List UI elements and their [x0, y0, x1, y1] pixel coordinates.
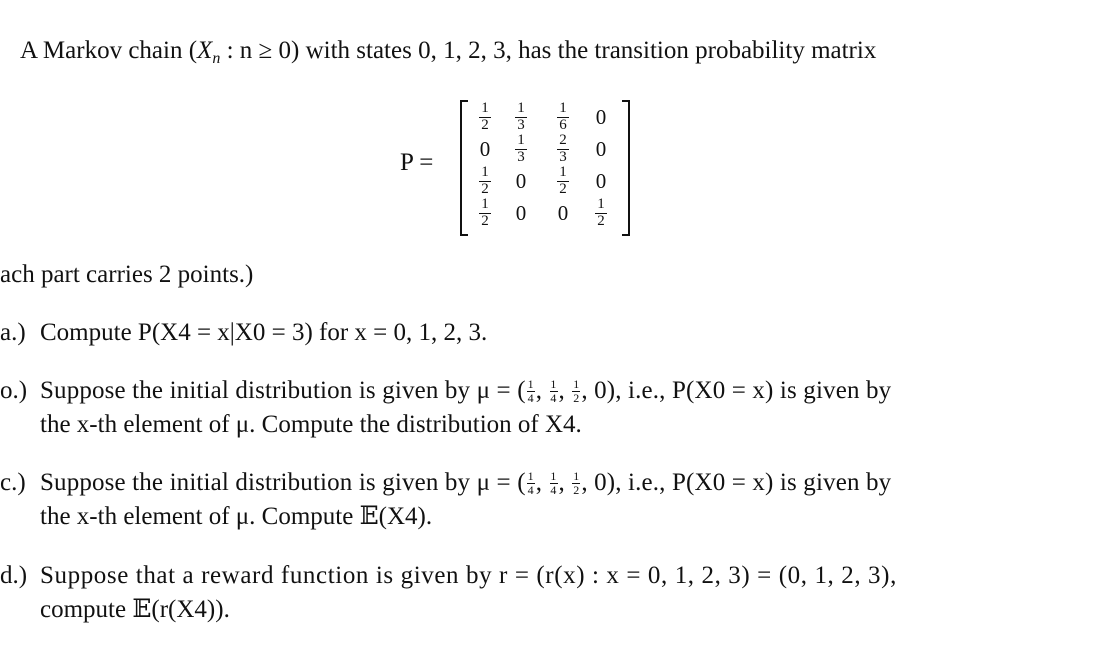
matrix-cell-r3-c1: 0 [515, 201, 527, 225]
matrix-cell-r1-c0: 0 [479, 137, 491, 161]
part-d-marker: d.) [0, 562, 28, 589]
matrix-fraction: $\frac{1}{2}$ [478, 196, 492, 230]
part-d [0, 561, 897, 591]
matrix-cell-r0-c1 [504, 100, 538, 134]
mu-frac-b-2: $\frac{1}{2}$ [573, 377, 580, 405]
part-c-marker: c.) [0, 469, 26, 496]
mu-frac-c-1: $\frac{1}{4}$ [550, 469, 557, 497]
matrix-right-bracket [622, 100, 630, 236]
matrix-fraction: $\frac{1}{3}$ [514, 100, 528, 134]
part-a-marker: a.) [0, 319, 26, 346]
part-c-tail: , 0), i.e., P(X0 = x) is given by [581, 469, 892, 496]
matrix-cell-r3-c0 [468, 196, 502, 230]
matrix-cell-r2-c3: 0 [595, 169, 607, 193]
part-c [0, 468, 892, 498]
intro-line [20, 36, 876, 66]
intro-lead: A Markov chain ( [20, 37, 198, 64]
part-d-line1: Suppose that a reward function is given by r = (r(x) : x = 0, 1, 2, 3) = (0, 1, 2, 3), [40, 562, 897, 589]
mu-frac-c-0: $\frac{1}{4}$ [527, 469, 534, 497]
mu-frac-c-2: $\frac{1}{2}$ [573, 469, 580, 497]
part-b-line1: Suppose the initial distribution is given by μ = ( $\frac{1}{4}$ , $\frac{1}{4}$ , $\frac{1}{2}$ , 0), i.e., P(X0 = x) is given by [40, 377, 892, 405]
part-b-marker: o.) [0, 377, 28, 404]
matrix-cell-r1-c1 [504, 132, 538, 166]
matrix-label: P = [400, 149, 434, 176]
matrix-fraction: $\frac{1}{2}$ [594, 196, 608, 230]
part-a-text: Compute P(X4 = x|X0 = 3) for x = 0, 1, 2, 3. [40, 319, 488, 346]
matrix-left-bracket [460, 100, 468, 236]
matrix-cell-r1-c3: 0 [595, 137, 607, 161]
mu-frac-b-0: $\frac{1}{4}$ [527, 377, 534, 405]
matrix-cell-r2-c2 [546, 164, 580, 198]
part-c-line2: the x-th element of μ. Compute 𝔼(X4). [40, 503, 433, 530]
matrix-fraction: $\frac{2}{3}$ [556, 132, 570, 166]
matrix-cell-r1-c2 [546, 132, 580, 166]
chain-subscript: n [212, 50, 221, 67]
matrix-cell-r3-c3 [584, 196, 618, 230]
matrix-fraction: $\frac{1}{2}$ [478, 100, 492, 134]
part-b-line2: the x-th element of μ. Compute the distribution of X4. [40, 411, 582, 438]
matrix-fraction: $\frac{1}{3}$ [514, 132, 528, 166]
part-a [0, 318, 488, 348]
mu-frac-b-1: $\frac{1}{4}$ [550, 377, 557, 405]
part-b [0, 376, 892, 406]
matrix-fraction: $\frac{1}{6}$ [556, 100, 570, 134]
matrix-cell-r3-c2: 0 [557, 201, 569, 225]
part-d-line2: compute 𝔼(r(X4)). [40, 596, 230, 623]
transition-matrix [400, 96, 640, 236]
matrix-fraction: $\frac{1}{2}$ [478, 164, 492, 198]
points-note: ach part carries 2 points.) [0, 261, 254, 288]
part-c-line1: Suppose the initial distribution is given by μ = ( $\frac{1}{4}$ , $\frac{1}{4}$ , $\frac{1}{2}$ , 0), i.e., P(X0 = x) is given by [40, 469, 892, 497]
part-b-lead: Suppose the initial distribution is given by μ = ( [40, 377, 526, 404]
part-c-lead: Suppose the initial distribution is given by μ = ( [40, 469, 526, 496]
matrix-fraction: $\frac{1}{2}$ [556, 164, 570, 198]
chain-index-condition: : n ≥ 0) [220, 37, 300, 64]
matrix-cell-r0-c0 [468, 100, 502, 134]
matrix-cell-r0-c2 [546, 100, 580, 134]
chain-variable: X [197, 37, 213, 64]
intro-states-text: with states 0, 1, 2, 3, has the transition probability matrix [299, 37, 877, 64]
matrix-cell-r2-c0 [468, 164, 502, 198]
part-b-tail: , 0), i.e., P(X0 = x) is given by [581, 377, 892, 404]
matrix-cell-r0-c3: 0 [595, 105, 607, 129]
matrix-cell-r2-c1: 0 [515, 169, 527, 193]
